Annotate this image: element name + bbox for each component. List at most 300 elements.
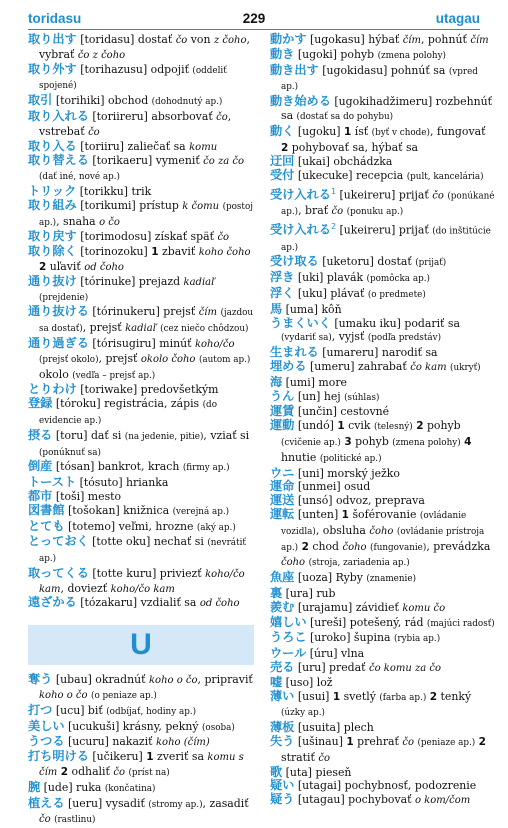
grammar-note: koho o čo — [148, 675, 198, 687]
usage-note: (súhlas) — [344, 392, 380, 403]
left-entries — [28, 33, 254, 611]
grammar-note: koho/čo kam — [110, 583, 175, 595]
entry-text: [ugoki] pohyb — [294, 47, 378, 61]
dictionary-entry — [270, 508, 496, 571]
dictionary-entry — [270, 125, 496, 156]
sense-number: 1 — [151, 246, 159, 259]
entry-text: [undó] — [294, 419, 338, 433]
entry-text: šoférovanie — [348, 507, 420, 521]
grammar-note: komu s čím — [39, 752, 244, 779]
entry-text: [uru] predať — [294, 660, 369, 674]
header-rule — [28, 29, 480, 30]
grammar-note: k čomu — [182, 200, 220, 212]
left-entries-after-band — [28, 673, 254, 828]
sense-number: 2 — [281, 141, 289, 154]
dictionary-entry — [28, 154, 254, 185]
dictionary-entry — [270, 271, 496, 287]
headword: 取り入る — [28, 138, 77, 153]
entry-text: [ukeireru] prijať — [336, 188, 433, 202]
grammar-note: čo z čoho — [77, 49, 126, 61]
entry-text: [uketoru] dostať — [318, 255, 416, 269]
grammar-note: koho/čo kam — [39, 568, 245, 595]
dictionary-entry — [270, 48, 496, 64]
usage-note: (úzky ap.) — [281, 708, 325, 719]
usage-note: (firmy ap.) — [182, 463, 230, 474]
entry-text: [utagai] pochybnosť, podozrenie — [294, 779, 477, 793]
dictionary-entry — [28, 199, 254, 231]
entry-text: [toru] dať si — [52, 428, 125, 442]
usage-note: (rastlinu) — [54, 815, 96, 826]
dictionary-entry — [28, 185, 254, 199]
entry-text: , pripraviť — [197, 673, 253, 687]
headword: 受け入れる — [270, 222, 331, 237]
headword: 売る — [270, 659, 295, 674]
entry-text: [uma] kôň — [282, 302, 342, 316]
grammar-note: čo — [432, 190, 444, 202]
headword: 疑う — [270, 792, 295, 807]
headword: 歌 — [270, 764, 283, 779]
headword: うろこ — [270, 630, 307, 645]
entry-text: [torimodosu] získať späť — [76, 230, 218, 244]
grammar-note: čo — [217, 232, 230, 244]
dictionary-entry — [270, 766, 496, 780]
headword: 取り出す — [28, 32, 77, 46]
usage-note: (oddeliť spojené) — [39, 65, 227, 92]
entry-text: [ukecuke] recepcia — [294, 169, 407, 183]
entry-text: [tósuto] hrianka — [76, 476, 169, 490]
entry-text: [tórinuke] prejazd — [76, 274, 184, 288]
grammar-note: čo — [175, 35, 188, 46]
dictionary-entry — [28, 781, 254, 797]
dictionary-entry — [270, 287, 496, 303]
entry-text: stratiť — [281, 750, 319, 764]
dictionary-entry — [270, 779, 496, 793]
usage-note: (príst na) — [128, 768, 170, 779]
dictionary-entry — [28, 33, 254, 63]
entry-text: zveriť sa — [153, 750, 208, 764]
headword: うまくいく — [270, 315, 331, 330]
sense-number: 2 — [301, 540, 309, 553]
entry-text: zbaviť — [158, 245, 199, 259]
entry-text: , obsluha — [315, 523, 370, 537]
dictionary-entry — [270, 735, 496, 766]
grammar-note: čím — [402, 35, 421, 46]
headword: 馬 — [270, 301, 283, 316]
sense-number: 2 — [478, 735, 486, 748]
entry-text: [tózakaru] vzdialiť sa — [76, 596, 200, 610]
dictionary-entry — [270, 64, 496, 96]
usage-note: (cez niečo chôdzou) — [160, 324, 249, 335]
entry-text: [toridasu] dostať — [76, 33, 176, 46]
entry-text: [uoza] Ryby — [294, 571, 367, 585]
usage-note: (stromy ap.) — [148, 799, 203, 810]
headword: 裏 — [270, 585, 283, 600]
headword: 迂回 — [270, 154, 295, 169]
left-column — [28, 33, 254, 828]
grammar-note: čo — [216, 111, 228, 123]
usage-note: (dať iné, nové ap.) — [39, 172, 120, 183]
entry-text: chod — [308, 539, 343, 553]
entry-text: von — [187, 33, 214, 46]
usage-note: (vpred ap.) — [281, 66, 478, 93]
headword: 失う — [270, 733, 295, 748]
usage-note: (postoj ap.) — [39, 201, 253, 228]
entry-text: [unčin] cestovné — [294, 405, 390, 419]
entry-text: [totte kuru] priviezť — [88, 566, 206, 580]
entry-text: pohyb — [351, 434, 393, 448]
usage-note: (o predmete) — [367, 290, 426, 300]
headword: とりわけ — [28, 382, 77, 397]
entry-text: , fungovať — [429, 124, 486, 138]
dictionary-entry — [28, 337, 254, 383]
dictionary-entry — [270, 631, 496, 647]
dictionary-entry — [270, 220, 496, 255]
headword: 埋める — [270, 358, 307, 373]
headword: 打ち明ける — [28, 749, 89, 764]
entry-text: [uni] morský ježko — [294, 466, 400, 480]
headword: 植える — [28, 795, 65, 810]
entry-text: , prevádzka — [426, 539, 491, 553]
dictionary-entry — [28, 673, 254, 704]
entry-text: [unmei] osud — [294, 480, 371, 494]
entry-text: , vziať si — [203, 428, 250, 442]
entry-text: , pohnúť — [420, 33, 471, 46]
entry-text: [ureši] potešený, rád — [306, 615, 427, 629]
dictionary-entry — [28, 797, 254, 828]
entry-text: , vybrať — [39, 33, 250, 61]
entry-text: okolo — [39, 367, 73, 381]
grammar-note: od čoho — [84, 261, 124, 273]
entry-text: [tošokan] knižnica — [64, 503, 173, 517]
grammar-note: čoho — [369, 525, 394, 537]
grammar-note: kadiaľ — [125, 323, 157, 335]
headword: 摂る — [28, 427, 53, 442]
entry-text: [urajamu] závidieť — [294, 600, 403, 614]
dictionary-entry — [270, 376, 496, 390]
entry-text: [ugokihadžimeru] rozbehnúť sa — [281, 95, 493, 122]
entry-text: [uki] plavák — [294, 271, 367, 285]
headword: うつる — [28, 734, 65, 749]
right-column — [270, 33, 496, 808]
headword: 運転 — [270, 506, 295, 521]
entry-text: [ucukuši] krásny, pekný — [64, 719, 202, 733]
entry-text: [umareru] narodiť sa — [318, 346, 438, 360]
entry-text: [torihiki] obchod — [52, 94, 152, 108]
sense-number: 1 — [341, 508, 349, 521]
entry-text: [usui] — [294, 689, 333, 703]
entry-text: uľaviť — [46, 259, 85, 273]
usage-note: (prejsť okolo) — [39, 354, 99, 365]
dictionary-entry — [28, 429, 254, 461]
entry-text: ísť — [351, 124, 372, 138]
entry-text: , snaha — [56, 214, 100, 228]
headword: 受付 — [270, 168, 295, 183]
entry-text: [ušinau] — [294, 734, 347, 748]
dictionary-entry — [270, 480, 496, 494]
headword: 遠ざかる — [28, 595, 77, 610]
entry-text: [torikku] trik — [76, 184, 152, 198]
dictionary-entry — [28, 567, 254, 597]
headword: 動き出す — [270, 62, 319, 77]
entry-text: [uso] lož — [282, 675, 333, 689]
entry-text: [ucuru] nakaziť — [64, 735, 156, 749]
usage-note: (ponuku ap.) — [346, 207, 404, 218]
usage-note: (o peniaze ap.) — [91, 691, 157, 702]
entry-text: hnutie — [281, 450, 320, 464]
dictionary-entry — [28, 397, 254, 429]
dictionary-entry — [28, 490, 254, 504]
usage-note: (pult, kancelária) — [406, 172, 484, 183]
usage-note: (stroja, zariadenia ap.) — [308, 558, 410, 569]
grammar-note: čo komu za čo — [368, 662, 441, 674]
headword: 受け取る — [270, 254, 319, 269]
headword: 薄い — [270, 688, 295, 703]
entry-text: [toriwake] predovšetkým — [76, 383, 219, 397]
entry-text: [un] hej — [294, 389, 345, 403]
headword: ウール — [270, 646, 307, 661]
headword: 取り組み — [28, 197, 77, 212]
headword: 動く — [270, 123, 295, 138]
dictionary-entry — [270, 587, 496, 601]
entry-text: [tóroku] registrácia, zápis — [52, 397, 203, 411]
entry-text: [unten] — [294, 507, 342, 521]
dictionary-entry — [28, 383, 254, 397]
grammar-note: z čoho — [213, 35, 247, 46]
dictionary-entry — [270, 601, 496, 616]
dictionary-entry — [270, 155, 496, 169]
entry-text: [torinozoku] — [76, 245, 152, 259]
entry-text: [toši] mesto — [52, 489, 122, 503]
usage-note: (osoba) — [201, 722, 235, 733]
entry-text: [toriireru] absorbovať — [88, 109, 217, 123]
headword: 取引 — [28, 93, 53, 108]
entry-text: pohyb — [423, 419, 461, 433]
dictionary-entry — [28, 305, 254, 337]
entry-text: , doviezť — [60, 581, 111, 595]
homonym-index: 1 — [330, 186, 337, 196]
entry-text: tenký — [437, 689, 472, 703]
headword: ウニ — [270, 465, 295, 480]
dictionary-entry — [270, 405, 496, 419]
usage-note: (na jedenie, pitie) — [124, 431, 204, 442]
sense-number: 4 — [464, 435, 472, 448]
grammar-note: koho čoho — [198, 247, 251, 259]
entry-text: [torikaeru] vymeniť — [88, 154, 204, 168]
entry-text: [totemo] veľmi, hrozne — [64, 519, 197, 533]
entry-text: [ude] ruka — [40, 780, 105, 794]
usage-note: (rybia ap.) — [393, 634, 441, 645]
usage-note: (majúci radosť) — [426, 618, 495, 629]
section-letter: U — [130, 628, 152, 662]
usage-note: (ovládanie vozidla) — [281, 510, 467, 537]
entry-text: svetlý — [340, 689, 380, 703]
entry-text: [umaku iku] podariť sa — [330, 316, 460, 330]
dictionary-entry — [270, 419, 496, 466]
sense-number: 1 — [146, 751, 154, 764]
usage-note: (verejná ap.) — [172, 506, 230, 517]
dictionary-entry — [270, 467, 496, 481]
dictionary-entry — [270, 303, 496, 317]
entry-text: pohybovať sa, hýbať sa — [288, 140, 419, 154]
dictionary-entry — [28, 504, 254, 520]
dictionary-entry — [28, 275, 254, 306]
usage-note: (do inštitúcie ap.) — [281, 226, 491, 253]
headword: 図書館 — [28, 502, 65, 517]
entry-text: [tórinukeru] prejsť — [88, 305, 199, 319]
headword: 登録 — [28, 396, 53, 411]
usage-note: (cvičenie ap.) — [281, 437, 341, 448]
entry-text: [ubau] okradnúť — [52, 673, 149, 687]
headword: トリック — [28, 183, 77, 198]
dictionary-entry — [28, 535, 254, 567]
dictionary-entry — [270, 33, 496, 48]
headword: 海 — [270, 374, 283, 389]
usage-note: (podľa predstáv) — [367, 333, 442, 344]
headword: 受け入れる — [270, 187, 331, 202]
entry-text: , vyjsť — [331, 330, 368, 344]
dictionary-entry — [270, 169, 496, 185]
sense-number: 1 — [343, 125, 352, 138]
entry-text: , brať — [298, 204, 332, 218]
entry-text: , prejsť — [98, 351, 141, 365]
usage-note: (dostať sa do pohybu) — [296, 111, 394, 122]
headword: 運送 — [270, 493, 295, 508]
headword: 都市 — [28, 488, 53, 503]
usage-note: (zmena polohy) — [377, 50, 446, 61]
usage-note: (peniaze ap.) — [417, 737, 476, 748]
entry-text: [ugokidasu] pohnúť sa — [318, 63, 449, 77]
entry-text: , vstrebať — [39, 109, 232, 138]
dictionary-entry — [270, 616, 496, 632]
sense-number: 1 — [346, 735, 354, 748]
headword: とっておく — [28, 534, 89, 549]
grammar-note: čo — [88, 126, 100, 138]
grammar-note: čoho — [342, 541, 367, 553]
headword: 動き始める — [270, 94, 331, 109]
dictionary-entry — [270, 676, 496, 690]
usage-note: (vydariť sa) — [281, 333, 332, 344]
headword: 羨む — [270, 599, 295, 614]
right-guide-word: utagau — [435, 11, 480, 26]
grammar-note: čo kam — [410, 361, 447, 373]
entry-text: [usuita] plech — [294, 721, 374, 735]
entry-text: [umi] more — [282, 375, 347, 389]
entry-text: [torihazusu] odpojiť — [76, 62, 193, 76]
headword: 取り替える — [28, 153, 89, 168]
headword: 倒産 — [28, 459, 53, 474]
headword: 疑い — [270, 778, 295, 793]
usage-note: (ponúkané ap.) — [281, 191, 495, 218]
headword: 薄板 — [270, 720, 295, 735]
sense-number: 1 — [332, 690, 341, 703]
dictionary-entry — [28, 596, 254, 611]
usage-note: (ukryť) — [450, 362, 481, 373]
usage-note: (aký ap.) — [196, 522, 236, 533]
headword: 取り除く — [28, 244, 77, 259]
usage-note: (autom ap.) — [198, 354, 251, 365]
headword: 腕 — [28, 779, 41, 794]
usage-note: (dohodnutý ap.) — [151, 97, 223, 108]
grammar-note: okolo čoho — [140, 353, 196, 365]
entry-text: odhaliť — [68, 765, 114, 779]
sense-number: 3 — [344, 435, 352, 448]
headword: 取り入れる — [28, 108, 89, 123]
entry-text: [úru] vlna — [306, 647, 365, 661]
page-header — [28, 11, 480, 31]
dictionary-entry — [28, 520, 254, 536]
entry-text: [tósan] bankrot, krach — [52, 460, 183, 474]
grammar-note: od čoho — [199, 598, 240, 610]
usage-note: (odbíjať, hodiny ap.) — [106, 706, 197, 717]
entry-text: [torikumi] prístup — [76, 198, 183, 212]
headword: 嬉しい — [270, 614, 307, 629]
entry-text: , zasadiť — [202, 796, 249, 810]
grammar-note: o kom/čom — [414, 795, 471, 807]
entry-text: [totte oku] nechať si — [88, 535, 208, 549]
usage-note: (fungovanie) — [370, 542, 427, 553]
headword: 浮く — [270, 286, 295, 300]
headword: トースト — [28, 475, 77, 490]
sense-number: 2 — [429, 690, 438, 703]
page-number: 229 — [242, 11, 266, 26]
grammar-note: čo — [113, 767, 125, 779]
grammar-note: čo — [331, 206, 344, 218]
headword: 動き — [270, 46, 295, 61]
headword: とても — [28, 518, 65, 533]
headword: 通り抜け — [28, 273, 77, 288]
dictionary-entry — [28, 245, 254, 275]
entry-text: [unsó] odvoz, preprava — [294, 494, 425, 508]
left-guide-word: toridasu — [28, 11, 82, 26]
dictionary-entry — [28, 704, 254, 720]
headword: 打つ — [28, 702, 53, 717]
entry-text: [ugokasu] hýbať — [306, 33, 403, 46]
grammar-note: čím — [470, 35, 489, 46]
grammar-note: čo — [318, 752, 330, 764]
entry-text: [ukai] obchádzka — [294, 155, 393, 169]
entry-text: [umeru] zahrabať — [306, 359, 411, 373]
entry-text: [ugoku] — [294, 124, 344, 138]
sense-number: 2 — [416, 420, 424, 433]
headword: 生まれる — [270, 345, 319, 360]
right-entries — [270, 33, 496, 808]
entry-text: [uta] pieseň — [282, 765, 352, 779]
headword: 嘘 — [270, 674, 283, 689]
entry-text: [ucu] biť — [52, 703, 107, 717]
dictionary-entry — [28, 476, 254, 490]
dictionary-entry — [28, 720, 254, 736]
dictionary-entry — [270, 661, 496, 676]
usage-note: (pomôcka ap.) — [366, 274, 430, 285]
dictionary-entry — [270, 185, 496, 220]
grammar-note: čo — [402, 736, 414, 748]
dictionary-entry — [270, 494, 496, 508]
grammar-note: čoho — [281, 557, 306, 569]
grammar-note: komu — [189, 141, 218, 153]
grammar-note: čím — [198, 307, 217, 319]
dictionary-entry — [270, 690, 496, 722]
dictionary-entry — [270, 793, 496, 808]
dictionary-entry — [270, 647, 496, 661]
headword: 美しい — [28, 718, 65, 733]
headword: 奪う — [28, 672, 53, 687]
dictionary-entry — [270, 360, 496, 376]
headword: 通り抜ける — [28, 304, 89, 319]
usage-note: (byť v chode) — [371, 127, 430, 138]
usage-note: (prejdenie) — [39, 292, 89, 303]
headword: 運賃 — [270, 404, 295, 419]
usage-note: (nevrátiť ap.) — [39, 538, 246, 565]
